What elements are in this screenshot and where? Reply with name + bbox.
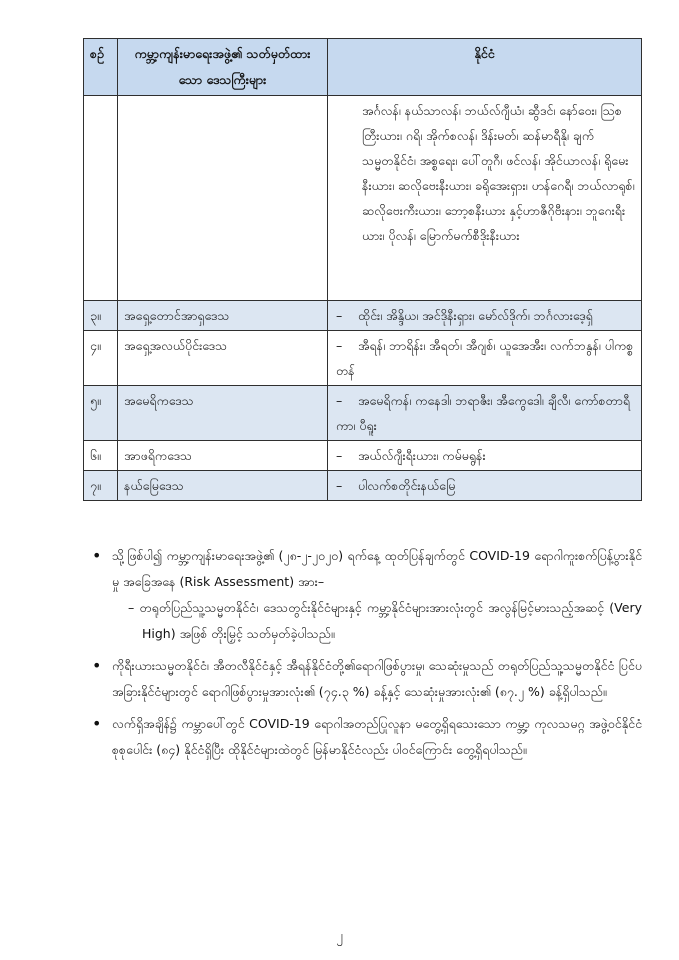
dash-marker: –	[336, 478, 343, 493]
cell-countries	[328, 471, 642, 501]
country-list: အမေရိကန်၊ ကနေဒါ၊ ဘရာဇီး၊ အီကွေဒေါ၊ ချီလီ၊ ကော်စတာရီကာ၊ ပီရူး	[336, 393, 631, 433]
bullet-subitem: – တရုတ်ပြည်သူ့သမ္မတနိုင်ငံ၊ ဒေသတွင်းနိုင်ငံများနှင့် ကမ္ဘာ့နိုင်ငံများအားလုံးတွင် အလွန်မြင့်မားသည့်အဆင့် (Very High) အဖြစ် တိုးမြှင့် သတ်မှတ်ခဲ့ပါသည်။	[128, 600, 642, 641]
country-list: အီရန်၊ ဘာရိန်း၊ အီရတ်၊ အီဂျစ်၊ ယူအေအီး၊ လက်ဘနွန်၊ ပါကစ္စတန်	[336, 338, 634, 378]
cell-region: အရှေ့အလယ်ပိုင်းဒေသ	[118, 331, 328, 386]
bullet-item	[112, 711, 642, 763]
table-row	[84, 386, 642, 441]
bullet-text: လက်ရှိအချိန်၌ ကမ္ဘာပေါ်တွင် COVID-19 ရောဂါအတည်ပြုလူနာ မတွေ့ရှိရသေးသော ကမ္ဘာ့ ကုလသမဂ္ဂ အဖွဲ့ဝင်နိုင်ငံ စုစုပေါင်း (၈၄) နိုင်ငံရှိပြီး ထိုနိုင်ငံများထဲတွင် မြန်မာနိုင်ငံလည်း ပါဝင်ကြောင်း တွေ့ရှိရပါသည်။	[112, 716, 642, 757]
bullet-text: ကိုရီးယားသမ္မတနိုင်ငံ၊ အီတလီနိုင်ငံနှင့် အီရန်နိုင်ငံတို့၏ရောဂါဖြစ်ပွားမှု၊ သေဆုံးမှုသည် တရုတ်ပြည်သူ့သမ္မတနိုင်ငံ ပြင်ပအခြားနိုင်ငံများတွင် ရောဂါဖြစ်ပွားမှုအားလုံး၏ (၇၄.၃ %) ခန့်နှင့် သေဆုံးမှုအားလုံး၏ (၈၇.၂ %) ခန့်ရှိပါသည်။	[112, 658, 642, 699]
table-header-row	[84, 39, 642, 96]
page-number: ၂	[336, 929, 343, 944]
cell-num: ၇။	[84, 471, 118, 501]
cell-countries	[328, 386, 642, 441]
bullet-item	[112, 653, 642, 705]
bullet-item	[112, 543, 642, 647]
cell-region: အမေရိကဒေသ	[118, 386, 328, 441]
cell-num: ၅။	[84, 386, 118, 441]
table-row	[84, 301, 642, 331]
header-num: စဉ်	[84, 39, 118, 96]
cell-countries	[328, 301, 642, 331]
regions-table	[83, 38, 642, 501]
dash-marker: –	[336, 338, 343, 353]
cell-region-empty	[118, 96, 328, 301]
dash-marker: –	[336, 308, 343, 323]
country-list: အယ်လ်ဂျီးရီးယား၊ ကမ်မရွန်း	[358, 448, 486, 463]
cell-num: ၃။	[84, 301, 118, 331]
cell-countries	[328, 331, 642, 386]
cell-countries	[328, 441, 642, 471]
table-row	[84, 331, 642, 386]
cell-region: အာဖရိကဒေသ	[118, 441, 328, 471]
table-row-continued	[84, 96, 642, 301]
table-row	[84, 441, 642, 471]
dash-marker: –	[336, 448, 343, 463]
cell-countries-continued	[328, 96, 642, 301]
bullet-list	[112, 543, 642, 769]
bullet-text: သို့ဖြစ်ပါ၍ ကမ္ဘာ့ကျန်းမာရေးအဖွဲ့၏ (၂၈-၂-၂၀၂၀) ရက်နေ့ ထုတ်ပြန်ချက်တွင် COVID-19 ရောဂါကူးစက်ပြန့်ပွားနိုင်မှု အခြေအနေ (Risk Assessment) အား–	[112, 548, 642, 589]
cell-num: ၆။	[84, 441, 118, 471]
header-region: ကမ္ဘာ့ကျန်းမာရေးအဖွဲ့၏ သတ်မှတ်ထားသော ဒေသကြီးများ	[118, 39, 328, 96]
cell-region: အရှေ့တောင်အာရှဒေသ	[118, 301, 328, 331]
cell-region: နယ်မြေဒေသ	[118, 471, 328, 501]
cell-num: ၄။	[84, 331, 118, 386]
header-countries: နိုင်ငံ	[328, 39, 642, 96]
dash-marker: –	[336, 393, 343, 408]
continued-country-list: အင်္ဂလန်၊ နယ်သာလန်၊ ဘယ်လ်ဂျီယံ၊ ဆွီဒင်၊ နော်ဝေး၊ ဩစတြီးယား၊ ဂရိ၊ အိုက်စလန်၊ ဒိန်းမတ်၊ ဆန်မာရီနို၊ ချက်သမ္မတနိုင်ငံ၊ အစ္စရေး၊ ပေါ်တူဂီ၊ ဖင်လန်၊ အိုင်ယာလန်၊ ရိုမေးနီးယား၊ ဆလိုဗေးနီးယား၊ ခရိုအေးရှား၊ ဟန်ဂေရီ၊ ဘယ်လာရုစ်၊ ဆလိုဗေးကီးယား၊ ဘော့စနီးယား နှင့်ဟာဇီဂိုဗီးနား၊ ဘူဂေးရီးယား၊ ပိုလန်၊ မြောက်မက်စီဒိုးနီးယား	[362, 103, 635, 243]
table-row	[84, 471, 642, 501]
cell-num-empty	[84, 96, 118, 301]
country-list: ထိုင်း၊ အိန္ဒိယ၊ အင်ဒိုနီးရှား၊ မော်လ်ဒိုက်၊ ဘင်္ဂလားဒေ့ရှ်	[358, 308, 593, 323]
country-list: ပါလက်စတိုင်းနယ်မြေ	[358, 478, 456, 493]
